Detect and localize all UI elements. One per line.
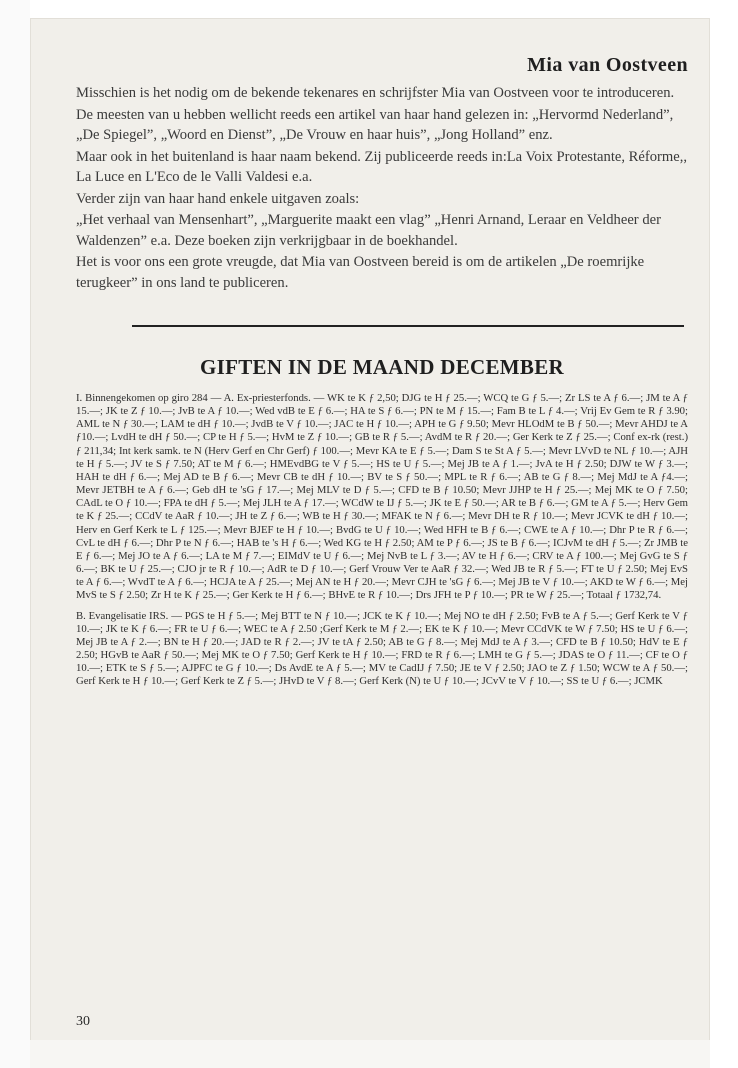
page-number: 30	[76, 1014, 90, 1029]
section-divider	[132, 325, 684, 327]
section-title: GIFTEN IN DE MAAND DECEMBER	[200, 355, 564, 379]
article-paragraph: „Het verhaal van Mensenhart”, „Marguerite maakt een vlag” „Henri Arnand, Leraar en Veldheer der Waldenzen” e.a. Deze boeken zijn verkrijgbaar in de boekhandel.	[76, 212, 661, 249]
page-content	[76, 54, 688, 688]
scan-left-margin	[0, 0, 30, 1068]
scan-right-margin	[710, 0, 738, 1068]
article-paragraph: Verder zijn van haar hand enkele uitgaven zoals:	[76, 190, 360, 207]
article-title: Mia van Oostveen	[527, 54, 688, 76]
article-paragraph: Maar ook in het buitenland is haar naam bekend. Zij publiceerde reeds in:La Voix Protestante, Réforme,, La Luce en L'Eco de le Valli Valdesi e.a.	[76, 148, 687, 185]
scan-bottom-margin	[30, 1040, 710, 1068]
article-paragraph: De meesten van u hebben wellicht reeds een artikel van haar hand gelezen in: „Hervormd Nederland”, „De Spiegel”, „Woord en Dienst”, „De Vrouw en haar huis”, „Jong Holland” enz.	[76, 106, 674, 143]
donations-list-b: B. Evangelisatie IRS. — PGS te H ƒ 5.—; Mej BTT te N ƒ 10.—; JCK te K ƒ 10.—; Mej NO te dH ƒ 2.50; FvB te A ƒ 5.—; Gerf Kerk te V ƒ 10.—; JK te K ƒ 6.—; FR te U ƒ 6.—; WEC te A ƒ 2.50 ;Gerf Kerk te M ƒ 2.—; EK te K ƒ 10.—; Mevr CCdVK te W ƒ 7.50; HS te U ƒ 6.—; Mej JB te A ƒ 2.—; BN te H ƒ 20.—; JAD te R ƒ 2.—; JV te tA ƒ 2.50; AB te G ƒ 8.—; Mej MdJ te A ƒ 3.—; CFD te B ƒ 10.50; HdV te E ƒ 2.50; HGvB te AaR ƒ 50.—; Mej MK te O ƒ 7.50; Gerf Kerk te H ƒ 10.—; FRD te R ƒ 6.—; LMH te G ƒ 5.—; JDAS te O ƒ 11.—; CF te O ƒ 10.—; ETK te S ƒ 5.—; AJPFC te G ƒ 10.—; Ds AvdE te A ƒ 5.—; MV te CadIJ ƒ 7.50; JE te V ƒ 2.50; JAO te Z ƒ 1.50; WCW te A ƒ 50.—; Gerf Kerk te H ƒ 10.—; Gerf Kerk te Z ƒ 5.—; JHvD te V ƒ 8.—; Gerf Kerk (N) te U ƒ 10.—; JCvV te V ƒ 10.—; SS te U ƒ 6.—; JCMK	[76, 609, 688, 688]
article-paragraph: Het is voor ons een grote vreugde, dat Mia van Oostveen bereid is om de artikelen „De roemrijke terugkeer” in ons land te publiceren.	[76, 254, 645, 291]
donations-list-a: I. Binnengekomen op giro 284 — A. Ex-priesterfonds. — WK te K ƒ 2,50; DJG te H ƒ 25.—; WCQ te G ƒ 5.—; Zr LS te A ƒ 6.—; JM te A ƒ 15.—; JK te Z ƒ 10.—; JvB te A ƒ 10.—; Wed vdB te E ƒ 6.—; HA te S ƒ 6.—; PN te M ƒ 15.—; Fam B te L ƒ 4.—; Vrij Ev Gem te R ƒ 3.90; AML te N ƒ 30.—; LAM te dH ƒ 10.—; JvdB te V ƒ 10.—; JAC te H ƒ 10.—; APH te G ƒ 9.50; Mevr HLOdM te B ƒ 50.—; Mevr AHDJ te A ƒ10.—; LvdH te dH ƒ 50.—; CP te H ƒ 5.—; HvM te Z ƒ 10.—; GB te R ƒ 5.—; AvdM te R ƒ 20.—; Ger Kerk te Z ƒ 25.—; Conf ex-rk (rest.) ƒ 211,34; Int kerk samk. te N (Herv Gerf en Chr Gerf) ƒ 100.—; Mevr KA te E ƒ 5.—; Dam S te St A ƒ 5.—; Mevr LVvD te NL ƒ 10.—; AJH te H ƒ 5.—; JV te S ƒ 7.50; AT te M ƒ 6.—; HMEvdBG te V ƒ 5.—; HS te U ƒ 5.—; Mej JB te A ƒ 1.—; JvA te H ƒ 2.50; DJW te W ƒ 3.—; HAH te dH ƒ 6.—; Mej AD te B ƒ 6.—; Mevr CB te dH ƒ 10.—; BV te S ƒ 50.—; MPL te R ƒ 6.—; AB te G ƒ 8.—; Mej MdJ te A ƒ4.—; Mevr JETBH te A ƒ 6.—; Geb dH te 'sG ƒ 17.—; Mej MLV te D ƒ 5.—; CFD te B ƒ 10.50; Mevr JJHP te H ƒ 25.—; Mej MK te O ƒ 7.50; CAdL te O ƒ 10.—; FPA te dH ƒ 5.—; Mej JLH te A ƒ 17.—; WCdW te IJ ƒ 5.—; JK te E ƒ 50.—; AR te B ƒ 6.—; GM te A ƒ 5.—; Herv Gem te K ƒ 25.—; CCdV te AaR ƒ 10.—; JH te Z ƒ 6.—; WB te H ƒ 30.—; MFAK te N ƒ 6.—; Mevr DH te R ƒ 10.—; Mevr JCVK te dH ƒ 10.—; Herv en Gerf Kerk te L ƒ 125.—; Mevr BJEF te H ƒ 10.—; BvdG te U ƒ 10.—; Wed HFH te B ƒ 6.—; CWE te A ƒ 10.—; Dhr P te R ƒ 6.—; CvL te dH ƒ 6.—; Dhr P te N ƒ 6.—; HAB te 's H ƒ 6.—; Wed KG te H ƒ 2.50; AM te P ƒ 6.—; JS te B ƒ 6.—; ICJvM te dH ƒ 5.—; Zr JMB te E ƒ 6.—; Mej JO te A ƒ 6.—; LA te M ƒ 7.—; EIMdV te U ƒ 6.—; Mej NvB te L ƒ 3.—; AV te H ƒ 6.—; CRV te A ƒ 100.—; Mej GvG te S ƒ 6.—; BK te U ƒ 25.—; CJO jr te R ƒ 10.—; AdR te D ƒ 10.—; Gerf Vrouw Ver te AaR ƒ 32.—; Wed JB te R ƒ 5.—; FT te U ƒ 2.50; Mej EvS te A ƒ 6.—; WvdT te A ƒ 6.—; HCJA te A ƒ 25.—; Mej AN te H ƒ 20.—; Mevr CJH te 'sG ƒ 6.—; Mej JB te V ƒ 10.—; AKD te W ƒ 6.—; Mej MvS te S ƒ 2.50; Zr H te K ƒ 25.—; Ger Kerk te H ƒ 6.—; BHvE te R ƒ 10.—; Drs JFH te P ƒ 10.—; PR te W ƒ 25.—; Totaal ƒ 1732,74.	[76, 392, 688, 602]
article-paragraph: Misschien is het nodig om de bekende tekenares en schrijfster Mia van Oostveen voor te introduceren.	[76, 85, 675, 101]
